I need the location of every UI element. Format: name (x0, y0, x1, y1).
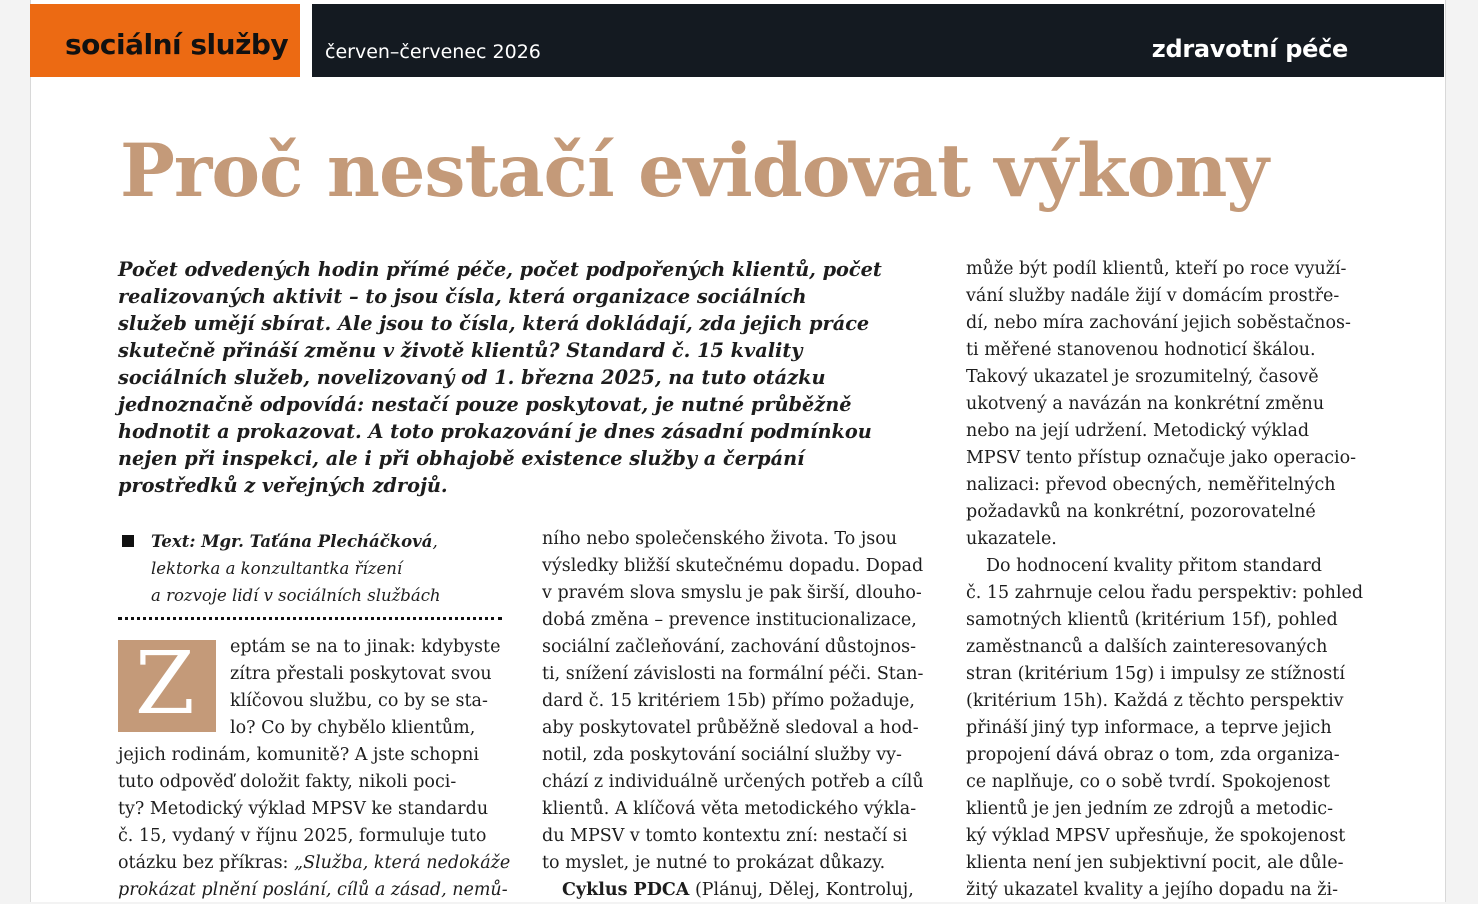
body-line: du MPSV v tomto kontextu zní: nestačí si (542, 826, 908, 846)
body-line: nalizaci: převod obecných, neměřitelných (966, 475, 1336, 495)
section-rubric-left (30, 4, 300, 77)
body-line: vání služby nadále žijí v domácím prostře- (966, 286, 1340, 306)
body-line: zítra přestali poskytovat svou (230, 664, 492, 684)
lead-line: hodnotit a prokazovat. A toto prokazování je dnes zásadní podmínkou (118, 420, 872, 443)
subhead-line (542, 877, 924, 904)
author-role-line2: a rozvoje lidí v sociálních službách (151, 586, 441, 605)
body-line: aby poskytovatel průběžně sledoval a hod- (542, 718, 919, 738)
body-line: sociální začleňování, zachování důstojnos- (542, 637, 917, 657)
body-line: může být podíl klientů, kteří po roce využí- (966, 259, 1347, 279)
body-line: to myslet, je nutné to prokázat důkazy. (542, 853, 886, 873)
lead-line: Počet odvedených hodin přímé péče, počet podpořených klientů, počet (118, 258, 882, 281)
byline-prefix: Text: (151, 532, 202, 551)
body-line: tuto odpověď doložit fakty, nikoli poci- (118, 772, 457, 792)
lead-line: realizovaných aktivit – to jsou čísla, která organizace sociálních (118, 285, 807, 308)
body-line: přináší jiný typ informace, a teprve jejich (966, 718, 1332, 738)
byline (122, 528, 441, 609)
dotted-divider (118, 617, 502, 620)
body-line: (kritérium 15h). Každá z těchto perspektiv (966, 691, 1344, 711)
body-line: zaměstnanců a dalších zainteresovaných (966, 637, 1328, 657)
lead-line: nejen při inspekci, ale i při obhajobě existence služby a čerpání (118, 447, 805, 470)
body-line: ukazatele. (966, 529, 1057, 549)
body-line: ti, snížení závislosti na formální péči. Stan- (542, 664, 924, 684)
body-line: klientů. A klíčová věta metodického výkla- (542, 799, 917, 819)
author-role-line1: lektorka a konzultantka řízení (151, 559, 403, 578)
article-title: Proč nestačí evidovat výkony (120, 128, 1268, 214)
body-line: MPSV tento přístup označuje jako operacio- (966, 448, 1357, 468)
body-line: požadavků na konkrétní, pozorovatelné (966, 502, 1316, 522)
body-line: ce naplňuje, co o sobě tvrdí. Spokojenost (966, 772, 1330, 792)
body-line: stran (kritérium 15g) i impulsy ze stížností (966, 664, 1345, 684)
body-line: propojení dává obraz o tom, zda organiza- (966, 745, 1340, 765)
body-line: dard č. 15 kritériem 15b) přímo požaduje, (542, 691, 915, 711)
author-name: Mgr. Taťána Plecháčková (201, 532, 433, 551)
dropcap-indented-block (118, 634, 510, 742)
lead-line: sociálních služeb, novelizovaný od 1. března 2025, na tuto otázku (118, 366, 826, 389)
section-label-right: zdravotní péče (1151, 35, 1348, 63)
body-line: dobá změna – prevence institucionalizace, (542, 610, 917, 630)
quote-intro: otázku bez příkras: (118, 853, 295, 873)
body-line: eptám se na to jinak: kdybyste (230, 637, 501, 657)
byline-comma: , (432, 532, 438, 551)
lead-line: skutečně přináší změnu v životě klientů? Standard č. 15 kvality (118, 339, 803, 362)
drop-cap-letter: Z (135, 634, 195, 734)
body-line (118, 850, 510, 877)
article-lead (118, 256, 930, 499)
body-line: klientů je jen jedním ze zdrojů a metodic- (966, 799, 1334, 819)
body-line: č. 15, vydaný v říjnu 2025, formuluje tuto (118, 826, 487, 846)
issue-date: červen–červenec 2026 (325, 41, 541, 63)
body-line: ukotvený a navázán na konkrétní změnu (966, 394, 1325, 414)
body-line: jejich rodinám, komunitě? A jste schopni (118, 745, 479, 765)
body-line: ního nebo společenského života. To jsou (542, 529, 898, 549)
body-line: Takový ukazatel je srozumitelný, časově (966, 367, 1319, 387)
body-line: klienta není jen subjektivní pocit, ale důle- (966, 853, 1344, 873)
lead-line: jednoznačně odpovídá: nestačí pouze poskytovat, je nutné průběžně (118, 393, 852, 416)
body-line: klíčovou službu, co by se sta- (230, 691, 488, 711)
body-line: ti měřené stanovenou hodnoticí škálou. (966, 340, 1316, 360)
body-line: žitý ukazatel kvality a jejího dopadu na ži- (966, 880, 1338, 900)
body-column-2 (542, 526, 924, 904)
body-line: ký výklad MPSV upřesňuje, že spokojenost (966, 826, 1346, 846)
subhead-rest: (Plánuj, Dělej, Kontroluj, (689, 880, 914, 900)
body-line: Do hodnocení kvality přitom standard (986, 556, 1322, 576)
body-column-3 (966, 256, 1363, 904)
body-line: výsledky bližší skutečnému dopadu. Dopad (542, 556, 924, 576)
lead-line: prostředků z veřejných zdrojů. (118, 474, 448, 497)
body-line: chází z individuálně určených potřeb a cílů (542, 772, 924, 792)
body-line: č. 15 zahrnuje celou řadu perspektiv: pohled (966, 583, 1364, 603)
body-line: nebo na její udržení. Metodický výklad (966, 421, 1310, 441)
body-line: notil, zda poskytování sociální služby vy- (542, 745, 902, 765)
body-line: ty? Metodický výklad MPSV ke standardu (118, 799, 489, 819)
section-label-left: sociální služby (65, 28, 289, 61)
body-line: dí, nebo míra zachování jejich soběstačnos- (966, 313, 1351, 333)
bullet-square-icon (122, 535, 134, 547)
body-column-1 (118, 634, 510, 904)
body-line: v pravém slova smyslu je pak širší, dlouho- (542, 583, 922, 603)
quote-text: „Služba, která nedokáže (294, 853, 511, 873)
body-line: lo? Co by chybělo klientům, (230, 718, 476, 738)
subhead-title: Cyklus PDCA (562, 880, 690, 900)
byline-author-line (151, 528, 441, 555)
body-line: samotných klientů (kritérium 15f), pohled (966, 610, 1338, 630)
quote-line: prokázat plnění poslání, cílů a zásad, nemů- (118, 880, 508, 900)
lead-line: služeb umějí sbírat. Ale jsou to čísla, která dokládají, zda jejich práce (118, 312, 870, 335)
header-bar (312, 4, 1444, 77)
